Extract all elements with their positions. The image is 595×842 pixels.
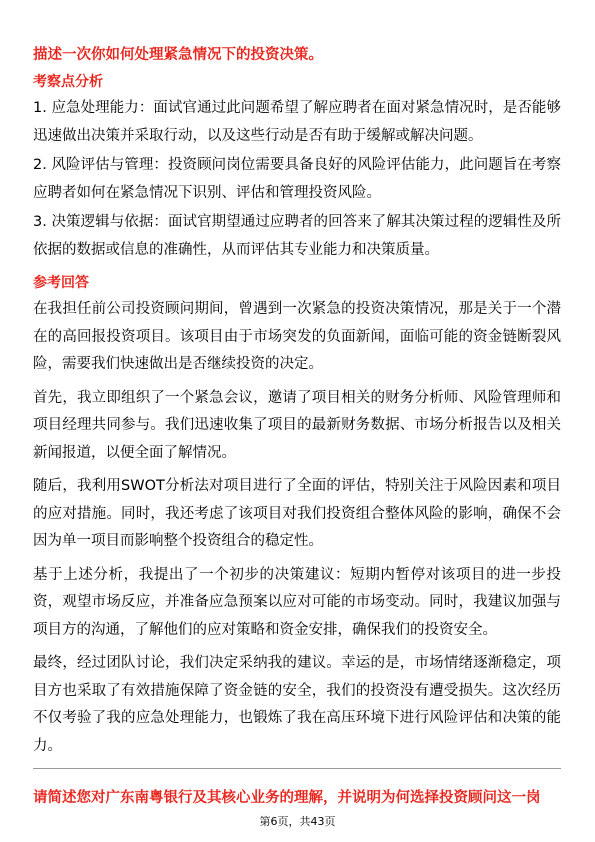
section-divider — [33, 768, 561, 769]
analysis-item: 2. 风险评估与管理：投资顾问岗位需要具备良好的风险评估能力，此问题旨在考察应聘者如何在紧急情况下识别、评估和管理投资风险。 — [33, 157, 561, 201]
answer-body — [33, 296, 561, 760]
next-question-title: 请简述您对广东南粤银行及其核心业务的理解，并说明为何选择投资顾问这一岗 — [33, 790, 541, 806]
analysis-list — [33, 95, 561, 264]
answer-paragraph: 首先，我立即组织了一个紧急会议，邀请了项目相关的财务分析师、风险管理师和项目经理共同参与。我们迅速收集了项目的最新财务数据、市场分析报告以及相关新闻报道，以便全面了解情况。 — [33, 389, 561, 461]
page-content — [33, 44, 561, 766]
page-number-footer: 第6页，共43页 — [259, 815, 336, 828]
answer-heading: 参考回答 — [33, 275, 89, 291]
answer-paragraph: 最终，经过团队讨论，我们决定采纳我的建议。幸运的是，市场情绪逐渐稳定，项目方也采取了有效措施保障了资金链的安全，我们的投资没有遭受损失。这次经历不仅考验了我的应急处理能力，也锻炼了我在高压环境下进行风险评估和决策的能力。 — [33, 655, 561, 754]
analysis-item: 1. 应急处理能力：面试官通过此问题希望了解应聘者在面对紧急情况时，是否能够迅速做出决策并采取行动，以及这些行动是否有助于缓解或解决问题。 — [33, 100, 561, 144]
analysis-item: 3. 决策逻辑与依据：面试官期望通过应聘者的回答来了解其决策过程的逻辑性及所依据的数据或信息的准确性，从而评估其专业能力和决策质量。 — [33, 214, 561, 258]
answer-paragraph: 在我担任前公司投资顾问期间，曾遇到一次紧急的投资决策情况，那是关于一个潜在的高回报投资项目。该项目由于市场突发的负面新闻，面临可能的资金链断裂风险，需要我们快速做出是否继续投资的决定。 — [33, 301, 561, 372]
question-title: 描述一次你如何处理紧急情况下的投资决策。 — [33, 47, 323, 63]
analysis-heading: 考察点分析 — [33, 74, 103, 90]
answer-paragraph: 基于上述分析，我提出了一个初步的决策建议：短期内暂停对该项目的进一步投资，观望市场反应，并准备应急预案以应对可能的市场变动。同时，我建议加强与项目方的沟通，了解他们的应对策略和资金安排，确保我们的投资安全。 — [33, 566, 561, 638]
answer-paragraph: 随后，我利用SWOT分析法对项目进行了全面的评估，特别关注于风险因素和项目的应对措施。同时，我还考虑了该项目对我们投资组合整体风险的影响，确保不会因为单一项目而影响整个投资组合的稳定性。 — [33, 478, 561, 549]
